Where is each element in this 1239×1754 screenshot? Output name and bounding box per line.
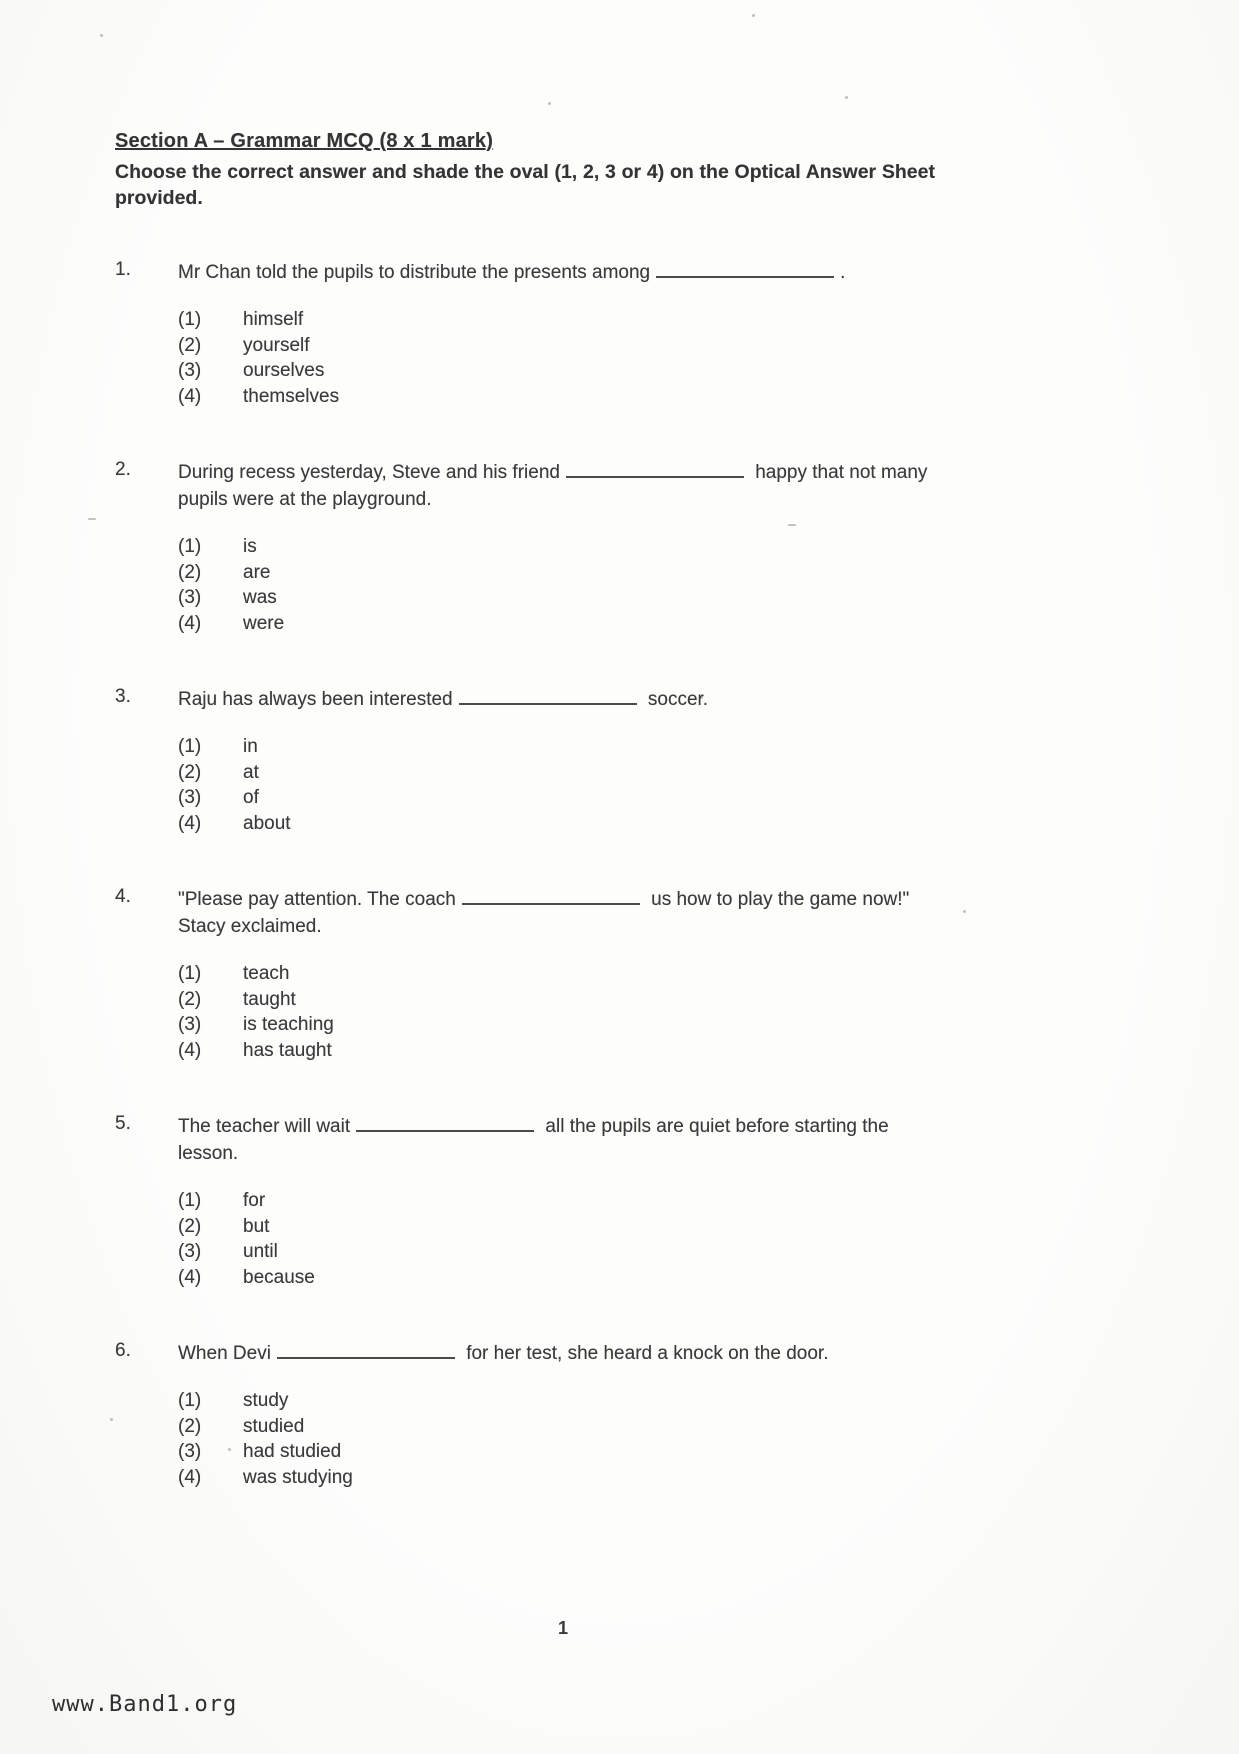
option-row [178, 961, 935, 987]
option-number: (1) [178, 309, 202, 330]
page-number: 1 [558, 1618, 569, 1638]
option-text: themselves [243, 385, 340, 407]
question-text-segment: us how to play the game now!" Stacy exclaimed. [178, 889, 910, 937]
option-text: in [243, 736, 258, 757]
option-number: (2) [178, 561, 202, 583]
question-block [115, 686, 935, 836]
question-body [178, 1340, 935, 1490]
answer-blank [656, 262, 834, 278]
option-text: had studied [243, 1441, 342, 1462]
option-row [178, 585, 935, 611]
option-number: (3) [178, 1241, 202, 1262]
option-text: study [243, 1390, 289, 1411]
option-text: but [243, 1215, 270, 1237]
question-text-segment: Mr Chan told the pupils to distribute the presents among [178, 262, 651, 283]
question-text-segment: The teacher will wait [178, 1116, 351, 1137]
question-body [178, 686, 935, 836]
option-number: (3) [178, 360, 202, 381]
question-number: 2. [115, 459, 131, 480]
question-text-segment: for her test, she heard a knock on the door. [460, 1343, 829, 1364]
option-number: (2) [178, 1415, 202, 1437]
scan-artifact [963, 910, 966, 913]
option-text: at [243, 761, 259, 783]
question-body [178, 459, 935, 636]
option-text: yourself [243, 334, 310, 356]
options-list [178, 961, 935, 1063]
question-text [178, 886, 935, 940]
option-row [178, 611, 935, 637]
scan-artifact [100, 34, 103, 37]
question-block [115, 459, 935, 636]
option-text: until [243, 1241, 278, 1262]
question-number: 3. [115, 686, 131, 707]
option-number: (4) [178, 385, 202, 407]
option-text: himself [243, 309, 304, 330]
option-text: of [243, 787, 259, 808]
question-text [178, 1340, 935, 1367]
question-body [178, 886, 935, 1063]
option-row [178, 1414, 935, 1440]
option-text: because [243, 1266, 315, 1288]
option-text: ourselves [243, 360, 325, 381]
answer-blank [566, 462, 744, 478]
option-number: (3) [178, 1441, 202, 1462]
option-row [178, 760, 935, 786]
option-row [178, 333, 935, 359]
option-number: (1) [178, 963, 202, 984]
question-body [178, 259, 935, 409]
question-text-segment: During recess yesterday, Steve and his friend [178, 462, 560, 483]
option-number: (3) [178, 1014, 202, 1035]
option-row [178, 1239, 935, 1265]
options-list [178, 1188, 935, 1290]
option-text: was studying [243, 1466, 353, 1488]
option-number: (4) [178, 812, 202, 834]
question-text-segment: Raju has always been interested [178, 689, 453, 710]
option-row [178, 1012, 935, 1038]
options-list [178, 534, 935, 636]
option-row [178, 1439, 935, 1465]
questions-list [115, 259, 935, 1490]
question-block [115, 1113, 935, 1290]
section-title: Section A – Grammar MCQ (8 x 1 mark) [115, 130, 494, 152]
answer-blank [462, 889, 640, 905]
option-row [178, 987, 935, 1013]
question-number: 1. [115, 259, 131, 280]
option-text: is teaching [243, 1014, 334, 1035]
question-text-segment: "Please pay attention. The coach [178, 889, 456, 910]
option-row [178, 534, 935, 560]
option-number: (1) [178, 736, 202, 757]
scan-artifact [845, 96, 848, 99]
question-text [178, 686, 935, 713]
option-row [178, 1265, 935, 1291]
question-number: 5. [115, 1113, 131, 1134]
option-text: has taught [243, 1039, 332, 1061]
option-text: for [243, 1190, 266, 1211]
option-number: (1) [178, 536, 202, 557]
option-row [178, 1465, 935, 1491]
question-text-segment: happy that not many pupils were at the playground. [178, 462, 928, 510]
option-text: were [243, 612, 285, 634]
scan-artifact [110, 1418, 113, 1421]
options-list [178, 1388, 935, 1490]
option-number: (2) [178, 1215, 202, 1237]
option-number: (3) [178, 787, 202, 808]
option-text: is [243, 536, 257, 557]
question-body [178, 1113, 935, 1290]
option-row [178, 560, 935, 586]
option-row [178, 734, 935, 760]
question-text-segment: When Devi [178, 1343, 271, 1364]
question-block [115, 886, 935, 1063]
option-row [178, 358, 935, 384]
option-row [178, 1214, 935, 1240]
scan-artifact [752, 14, 755, 17]
option-text: about [243, 812, 291, 834]
question-text [178, 1113, 935, 1167]
option-text: teach [243, 963, 290, 984]
option-text: studied [243, 1415, 305, 1437]
option-text: was [243, 587, 277, 608]
option-number: (4) [178, 1039, 202, 1061]
option-number: (3) [178, 587, 202, 608]
option-row [178, 1188, 935, 1214]
options-list [178, 734, 935, 836]
exam-content [115, 130, 935, 1540]
option-number: (2) [178, 761, 202, 783]
scan-artifact [88, 518, 96, 520]
options-list [178, 307, 935, 409]
option-text: are [243, 561, 271, 583]
option-number: (2) [178, 334, 202, 356]
watermark: www.Band1.org [52, 1692, 238, 1717]
option-number: (4) [178, 1466, 202, 1488]
option-row [178, 307, 935, 333]
question-number: 4. [115, 886, 131, 907]
option-number: (1) [178, 1390, 202, 1411]
option-number: (1) [178, 1190, 202, 1211]
option-number: (4) [178, 612, 202, 634]
option-row [178, 1038, 935, 1064]
scan-artifact [548, 102, 551, 105]
answer-blank [277, 1343, 455, 1359]
option-row [178, 785, 935, 811]
option-number: (2) [178, 988, 202, 1010]
question-text [178, 459, 935, 513]
question-block [115, 1340, 935, 1490]
option-text: taught [243, 988, 296, 1010]
question-text [178, 259, 935, 286]
question-text-segment: all the pupils are quiet before starting the lesson. [178, 1116, 889, 1164]
option-row [178, 811, 935, 837]
question-block [115, 259, 935, 409]
answer-blank [356, 1116, 534, 1132]
option-row [178, 1388, 935, 1414]
answer-blank [459, 689, 637, 705]
section-instructions: Choose the correct answer and shade the oval (1, 2, 3 or 4) on the Optical Answer Sheet provided. [115, 161, 935, 209]
question-text-segment: . [840, 262, 846, 283]
question-text-segment: soccer. [642, 689, 709, 710]
question-number: 6. [115, 1340, 131, 1361]
option-number: (4) [178, 1266, 202, 1288]
option-row [178, 384, 935, 410]
